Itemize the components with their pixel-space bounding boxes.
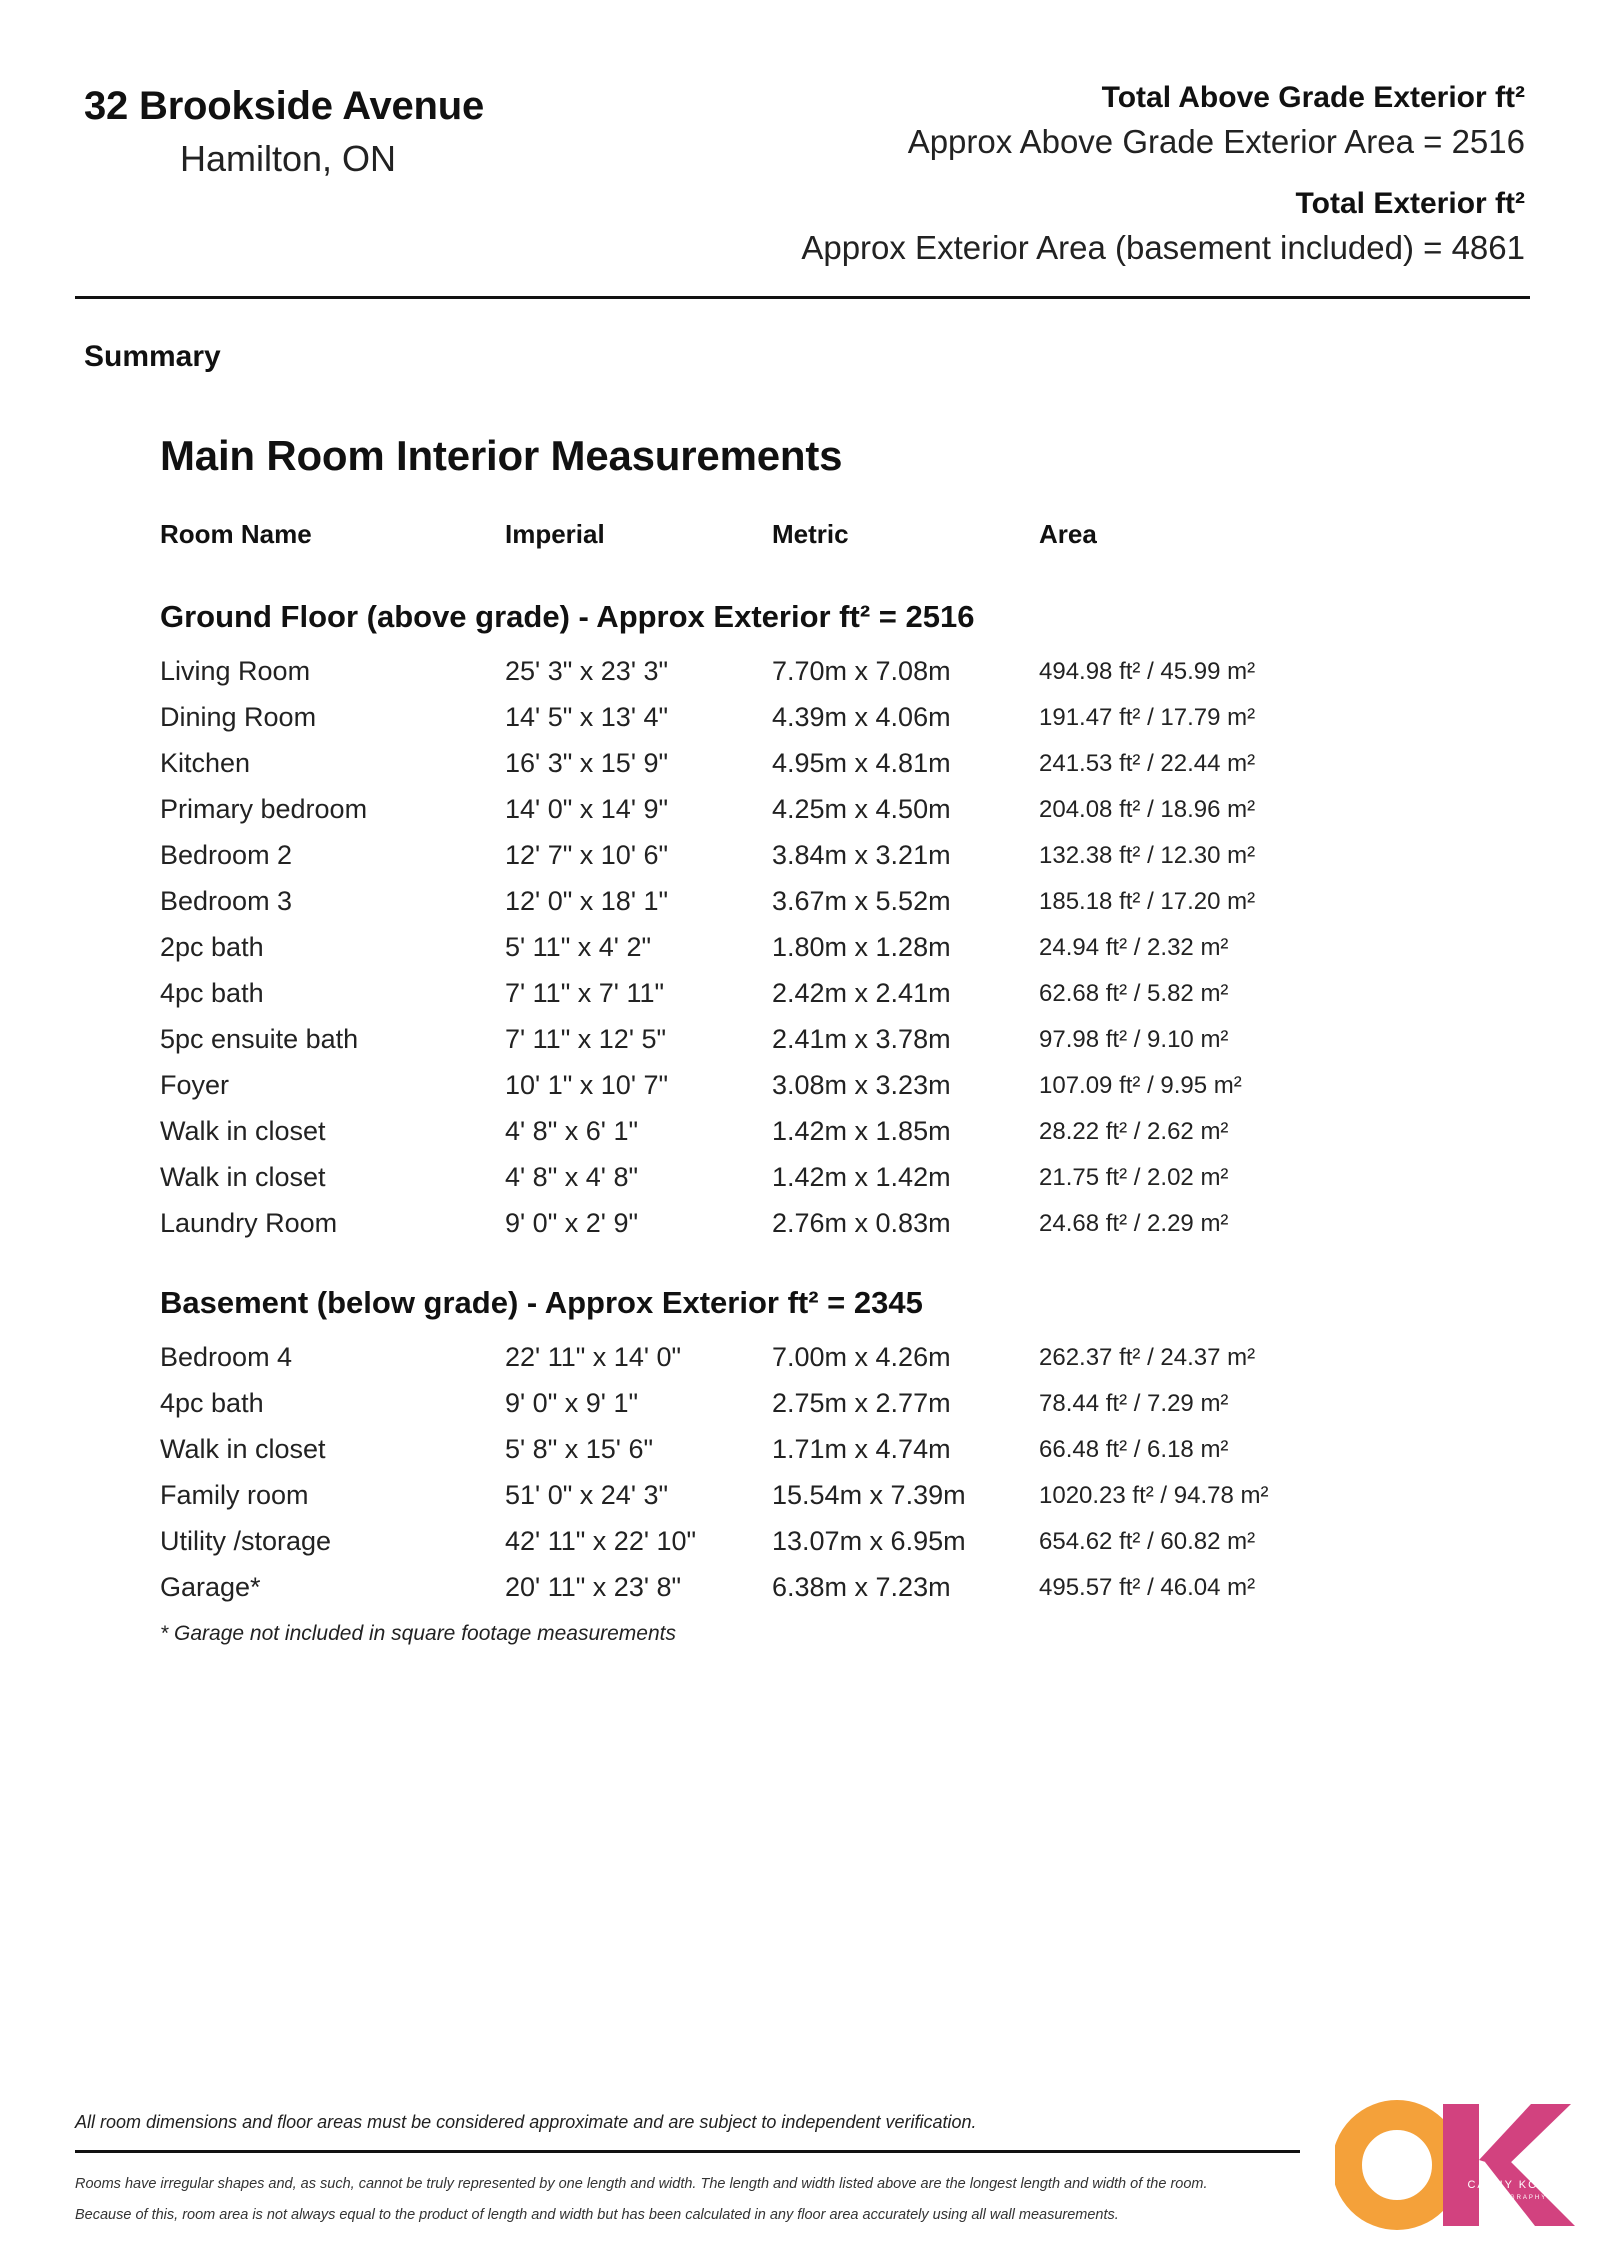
metric-dimensions-cell: 2.75m x 2.77m bbox=[772, 1388, 951, 1418]
column-header-metric: Metric bbox=[772, 519, 849, 549]
table-row bbox=[0, 702, 1600, 748]
imperial-dimensions-cell: 10' 1" x 10' 7" bbox=[505, 1070, 669, 1100]
table-row bbox=[0, 748, 1600, 794]
imperial-dimensions-cell: 22' 11" x 14' 0" bbox=[505, 1342, 682, 1372]
imperial-dimensions-cell: 4' 8" x 4' 8" bbox=[505, 1162, 639, 1192]
metric-dimensions-cell: 1.80m x 1.28m bbox=[772, 932, 951, 962]
area-cell: 97.98 ft² / 9.10 m² bbox=[1039, 1026, 1229, 1053]
garage-footnote: * Garage not included in square footage measurements bbox=[160, 1622, 676, 1645]
imperial-dimensions-cell: 9' 0" x 9' 1" bbox=[505, 1388, 639, 1418]
imperial-dimensions-cell: 12' 7" x 10' 6" bbox=[505, 840, 669, 870]
page-title: Main Room Interior Measurements bbox=[160, 432, 843, 479]
metric-dimensions-cell: 1.42m x 1.42m bbox=[772, 1162, 951, 1192]
metric-dimensions-cell: 7.70m x 7.08m bbox=[772, 656, 951, 686]
area-cell: 28.22 ft² / 2.62 m² bbox=[1039, 1118, 1229, 1145]
imperial-dimensions-cell: 14' 0" x 14' 9" bbox=[505, 794, 669, 824]
area-cell: 262.37 ft² / 24.37 m² bbox=[1039, 1344, 1256, 1371]
area-cell: 24.94 ft² / 2.32 m² bbox=[1039, 934, 1229, 961]
table-row bbox=[0, 1070, 1600, 1116]
area-cell: 654.62 ft² / 60.82 m² bbox=[1039, 1528, 1256, 1555]
imperial-dimensions-cell: 7' 11" x 7' 11" bbox=[505, 978, 665, 1008]
footer-divider bbox=[75, 2150, 1300, 2153]
room-name-cell: Bedroom 2 bbox=[160, 840, 293, 870]
room-name-cell: Laundry Room bbox=[160, 1208, 338, 1238]
address-title: 32 Brookside Avenue bbox=[84, 84, 485, 128]
imperial-dimensions-cell: 51' 0" x 24' 3" bbox=[505, 1480, 669, 1510]
above-grade-value: Approx Above Grade Exterior Area = 2516 bbox=[907, 123, 1525, 160]
room-name-cell: Family room bbox=[160, 1480, 309, 1510]
area-cell: 185.18 ft² / 17.20 m² bbox=[1039, 888, 1256, 915]
total-exterior-value: Approx Exterior Area (basement included) = 4861 bbox=[801, 229, 1525, 266]
metric-dimensions-cell: 1.71m x 4.74m bbox=[772, 1434, 951, 1464]
table-row bbox=[0, 1162, 1600, 1208]
room-name-cell: Kitchen bbox=[160, 748, 251, 778]
metric-dimensions-cell: 7.00m x 4.26m bbox=[772, 1342, 951, 1372]
area-cell: 21.75 ft² / 2.02 m² bbox=[1039, 1164, 1229, 1191]
metric-dimensions-cell: 15.54m x 7.39m bbox=[772, 1480, 966, 1510]
imperial-dimensions-cell: 14' 5" x 13' 4" bbox=[505, 702, 669, 732]
metric-dimensions-cell: 1.42m x 1.85m bbox=[772, 1116, 951, 1146]
room-name-cell: Garage* bbox=[160, 1572, 261, 1602]
table-row bbox=[0, 656, 1600, 702]
room-name-cell: 4pc bath bbox=[160, 978, 264, 1008]
area-cell: 204.08 ft² / 18.96 m² bbox=[1039, 796, 1256, 823]
imperial-dimensions-cell: 42' 11" x 22' 10" bbox=[505, 1526, 697, 1556]
room-name-cell: Walk in closet bbox=[160, 1162, 326, 1192]
imperial-dimensions-cell: 20' 11" x 23' 8" bbox=[505, 1572, 682, 1602]
area-cell: 241.53 ft² / 22.44 m² bbox=[1039, 750, 1256, 777]
metric-dimensions-cell: 2.76m x 0.83m bbox=[772, 1208, 951, 1238]
fine-print-1: Rooms have irregular shapes and, as such, cannot be truly represented by one length and width. The length and width listed above are the longest length and width of the room. bbox=[75, 2176, 1208, 2192]
logo-o-ring bbox=[1347, 2115, 1447, 2215]
fine-print-2: Because of this, room area is not always equal to the product of length and width but has been calculated in any floor area accurately using all wall measurements. bbox=[75, 2207, 1119, 2223]
logo-text-line1: CATHY KOOP bbox=[1467, 2179, 1559, 2191]
metric-dimensions-cell: 2.42m x 2.41m bbox=[772, 978, 951, 1008]
disclaimer-text: All room dimensions and floor areas must be considered approximate and are subject to independent verification. bbox=[75, 2112, 977, 2132]
area-cell: 494.98 ft² / 45.99 m² bbox=[1039, 658, 1256, 685]
room-name-cell: Dining Room bbox=[160, 702, 317, 732]
header-divider bbox=[75, 296, 1530, 299]
table-row bbox=[0, 1480, 1600, 1526]
cathy-koop-logo bbox=[1335, 2100, 1575, 2230]
basement-heading: Basement (below grade) - Approx Exterior ft² = 2345 bbox=[160, 1285, 923, 1320]
metric-dimensions-cell: 4.95m x 4.81m bbox=[772, 748, 951, 778]
room-name-cell: Bedroom 4 bbox=[160, 1342, 293, 1372]
area-cell: 1020.23 ft² / 94.78 m² bbox=[1039, 1482, 1269, 1509]
metric-dimensions-cell: 3.08m x 3.23m bbox=[772, 1070, 951, 1100]
room-name-cell: Bedroom 3 bbox=[160, 886, 293, 916]
room-name-cell: Utility /storage bbox=[160, 1526, 332, 1556]
table-row bbox=[0, 1434, 1600, 1480]
ground-floor-heading: Ground Floor (above grade) - Approx Exterior ft² = 2516 bbox=[160, 599, 975, 634]
table-row bbox=[0, 794, 1600, 840]
table-row bbox=[0, 1024, 1600, 1070]
above-grade-label: Total Above Grade Exterior ft² bbox=[1101, 81, 1525, 114]
imperial-dimensions-cell: 4' 8" x 6' 1" bbox=[505, 1116, 639, 1146]
area-cell: 191.47 ft² / 17.79 m² bbox=[1039, 704, 1256, 731]
logo-text-line2: PHOTOGRAPHY bbox=[1478, 2195, 1548, 2201]
summary-heading: Summary bbox=[84, 340, 221, 373]
metric-dimensions-cell: 4.39m x 4.06m bbox=[772, 702, 951, 732]
room-name-cell: Primary bedroom bbox=[160, 794, 368, 824]
table-row bbox=[0, 1388, 1600, 1434]
logo-k-letter bbox=[1443, 2104, 1575, 2226]
imperial-dimensions-cell: 7' 11" x 12' 5" bbox=[505, 1024, 667, 1054]
table-row bbox=[0, 932, 1600, 978]
imperial-dimensions-cell: 5' 11" x 4' 2" bbox=[505, 932, 652, 962]
column-header-room: Room Name bbox=[160, 519, 312, 549]
table-row bbox=[0, 1526, 1600, 1572]
room-name-cell: Foyer bbox=[160, 1070, 230, 1100]
area-cell: 495.57 ft² / 46.04 m² bbox=[1039, 1574, 1256, 1601]
imperial-dimensions-cell: 25' 3" x 23' 3" bbox=[505, 656, 669, 686]
area-cell: 66.48 ft² / 6.18 m² bbox=[1039, 1436, 1229, 1463]
imperial-dimensions-cell: 16' 3" x 15' 9" bbox=[505, 748, 669, 778]
metric-dimensions-cell: 3.67m x 5.52m bbox=[772, 886, 951, 916]
column-header-area: Area bbox=[1039, 519, 1097, 549]
exterior-area-summary bbox=[801, 76, 1525, 270]
room-name-cell: Walk in closet bbox=[160, 1116, 326, 1146]
imperial-dimensions-cell: 12' 0" x 18' 1" bbox=[505, 886, 669, 916]
metric-dimensions-cell: 3.84m x 3.21m bbox=[772, 840, 951, 870]
room-name-cell: Walk in closet bbox=[160, 1434, 326, 1464]
table-row bbox=[0, 886, 1600, 932]
table-row bbox=[0, 840, 1600, 886]
room-name-cell: Living Room bbox=[160, 656, 311, 686]
room-name-cell: 2pc bath bbox=[160, 932, 264, 962]
imperial-dimensions-cell: 5' 8" x 15' 6" bbox=[505, 1434, 654, 1464]
total-exterior-label: Total Exterior ft² bbox=[1295, 187, 1525, 220]
table-row bbox=[0, 1208, 1600, 1254]
table-row bbox=[0, 978, 1600, 1024]
area-cell: 62.68 ft² / 5.82 m² bbox=[1039, 980, 1229, 1007]
metric-dimensions-cell: 13.07m x 6.95m bbox=[772, 1526, 966, 1556]
room-name-cell: 4pc bath bbox=[160, 1388, 264, 1418]
column-header-imperial: Imperial bbox=[505, 519, 605, 549]
area-cell: 107.09 ft² / 9.95 m² bbox=[1039, 1072, 1242, 1099]
room-name-cell: 5pc ensuite bath bbox=[160, 1024, 359, 1054]
table-row bbox=[0, 1572, 1600, 1618]
imperial-dimensions-cell: 9' 0" x 2' 9" bbox=[505, 1208, 639, 1238]
area-cell: 24.68 ft² / 2.29 m² bbox=[1039, 1210, 1229, 1237]
table-row bbox=[0, 1116, 1600, 1162]
table-row bbox=[0, 1342, 1600, 1388]
address-city: Hamilton, ON bbox=[180, 138, 397, 179]
metric-dimensions-cell: 4.25m x 4.50m bbox=[772, 794, 951, 824]
area-cell: 132.38 ft² / 12.30 m² bbox=[1039, 842, 1256, 869]
area-cell: 78.44 ft² / 7.29 m² bbox=[1039, 1390, 1229, 1417]
metric-dimensions-cell: 6.38m x 7.23m bbox=[772, 1572, 951, 1602]
metric-dimensions-cell: 2.41m x 3.78m bbox=[772, 1024, 951, 1054]
